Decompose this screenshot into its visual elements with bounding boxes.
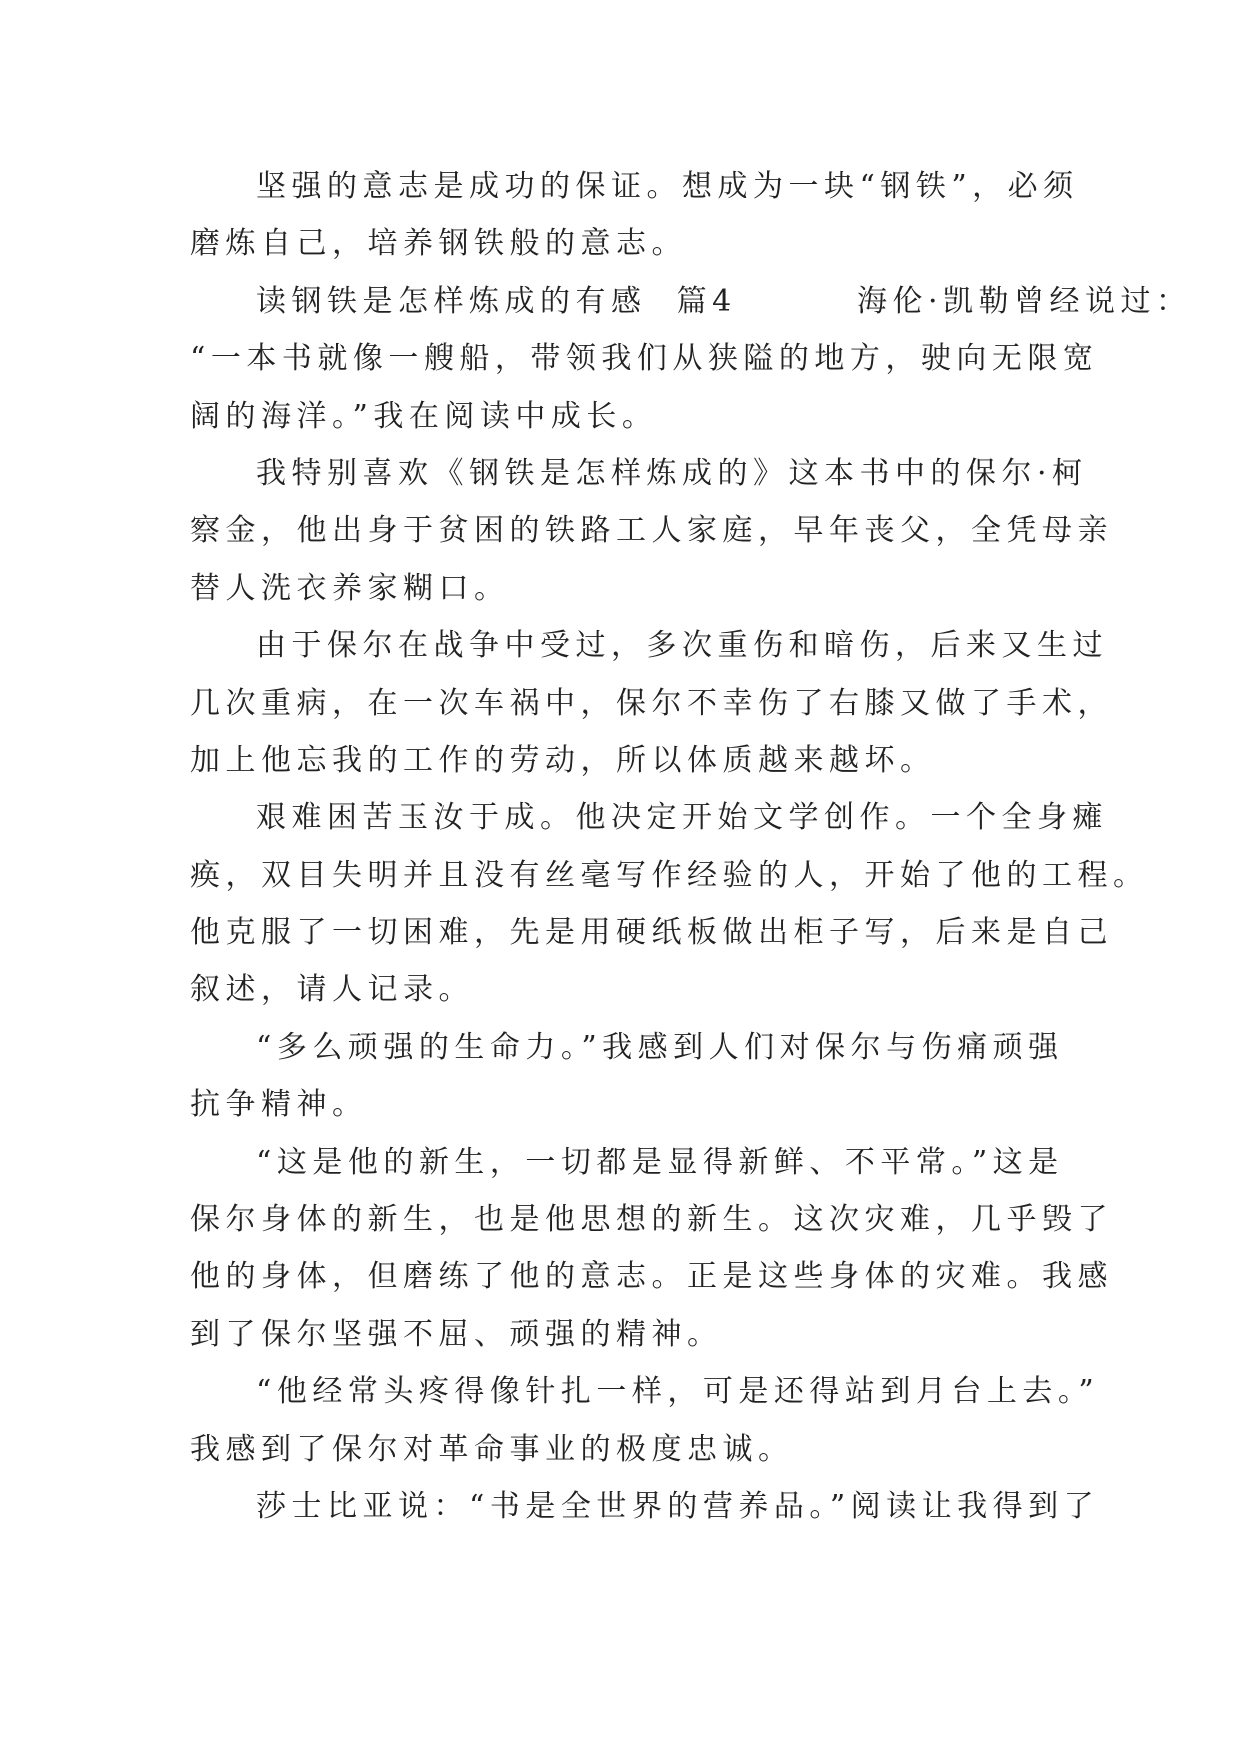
paragraph-4: [190, 617, 1113, 789]
paragraph-8: [190, 1363, 1100, 1478]
text-line: 痪，双目失明并且没有丝毫写作经验的人，开始了他的工程。: [190, 857, 1149, 893]
text-line: “他经常头疼得像针扎一样，可是还得站到月台上去。”: [256, 1374, 1100, 1410]
text-line: 他的身体，但磨练了他的意志。正是这些身体的灾难。我感: [190, 1259, 1113, 1295]
text-line: 保尔身体的新生，也是他思想的新生。这次灾难，几乎毁了: [190, 1202, 1113, 1238]
paragraph-3: [190, 445, 1113, 617]
paragraph-7: [190, 1134, 1113, 1364]
paragraph-6: [190, 1019, 1090, 1134]
text-line: 他克服了一切困难，先是用硬纸板做出柜子写，后来是自己: [190, 915, 1113, 951]
paragraph-5: [190, 789, 1149, 1019]
text-line: 磨炼自己，培养钢铁般的意志。: [190, 226, 687, 262]
text-line: 莎士比亚说：“书是全世界的营养品。”阅读让我得到了: [256, 1488, 1100, 1524]
text-line: “这是他的新生，一切都是显得新鲜、不平常。”这是: [256, 1144, 1064, 1180]
text-line: 艰难困苦玉汝于成。他决定开始文学创作。一个全身瘫: [256, 800, 1108, 836]
text-line: 我感到了保尔对革命事业的极度忠诚。: [190, 1431, 794, 1467]
text-line: 替人洗衣养家糊口。: [190, 570, 510, 606]
text-line: 坚强的意志是成功的保证。想成为一块“钢铁”，必须: [256, 169, 1079, 204]
text-line: 阔的海洋。”我在阅读中成长。: [190, 398, 658, 434]
text-line: “多么顽强的生命力。”我感到人们对保尔与伤痛顽强: [256, 1029, 1064, 1065]
text-line: 读钢铁是怎样炼成的有感 篇4 海伦·凯勒曾经说过：: [256, 283, 1192, 319]
paragraph-1: [190, 158, 1090, 273]
text-line: 察金，他出身于贫困的铁路工人家庭，早年丧父，全凭母亲: [190, 513, 1113, 549]
text-line: 我特别喜欢《钢铁是怎样炼成的》这本书中的保尔·柯: [256, 455, 1088, 491]
document-body: [190, 158, 1192, 1535]
text-line: 抗争精神。: [190, 1087, 368, 1123]
text-line: “一本书就像一艘船，带领我们从狭隘的地方，驶向无限宽: [190, 341, 1099, 377]
text-line: 几次重病，在一次车祸中，保尔不幸伤了右膝又做了手术，: [190, 685, 1113, 721]
text-line: 加上他忘我的工作的劳动，所以体质越来越坏。: [190, 742, 936, 778]
text-line: 叙述，请人记录。: [190, 972, 474, 1008]
paragraph-2: [190, 273, 1192, 445]
text-line: 由于保尔在战争中受过，多次重伤和暗伤，后来又生过: [256, 628, 1108, 664]
text-line: 到了保尔坚强不屈、顽强的精神。: [190, 1316, 723, 1352]
paragraph-9: [190, 1478, 1100, 1535]
